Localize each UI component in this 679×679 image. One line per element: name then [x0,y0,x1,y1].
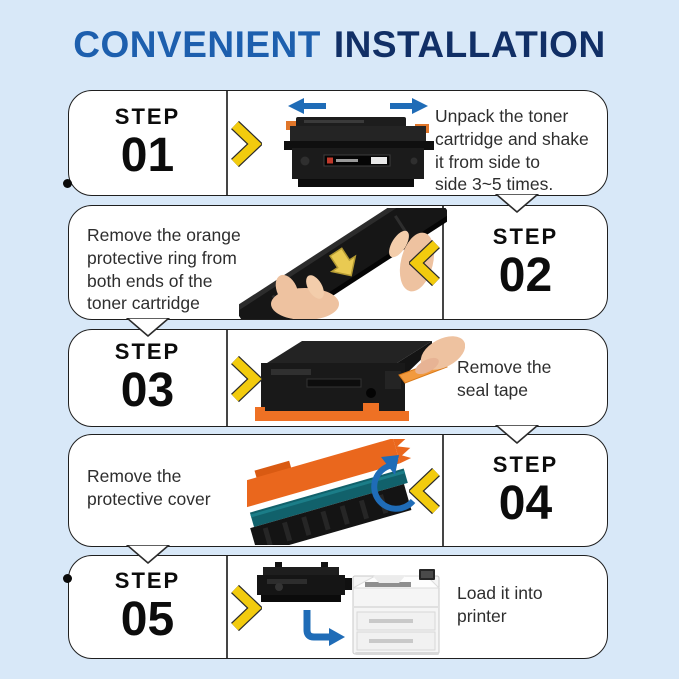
step-label: STEP [114,104,181,129]
step-3-header [69,330,226,426]
step-label: STEP [114,568,181,593]
step-5-header [69,556,226,658]
step-number: 01 [120,129,175,182]
arrow-left-icon [288,98,326,114]
toner-cartridge-shake-illustration [274,95,442,191]
speech-tail [126,545,170,565]
divider-line [442,435,444,546]
pulling-seal-tape-illustration [247,333,465,425]
speech-tail [495,425,539,445]
divider-line [226,91,228,195]
connector-dot [63,179,72,188]
page-title-word-2: INSTALLATION [333,24,606,65]
divider-line [226,330,228,426]
speech-tail [126,318,170,338]
step-2-description: Remove the orange protective ring from both ends of the toner cartridge [87,225,241,314]
step-number: 02 [498,248,553,302]
connector-dot [63,574,72,583]
step-box-3 [68,329,608,427]
step-5-description: Load it into printer [457,583,543,626]
step-box-2 [68,205,608,320]
orange-base [255,411,409,421]
page-title-word-1: CONVENIENT [73,24,321,65]
elbow-arrow-icon [307,610,329,637]
step-4-description: Remove the protective cover [87,466,211,509]
step-4-header [442,435,609,546]
chevron-right-icon [230,355,262,403]
arrow-right-icon [390,98,428,114]
step-1-description: Unpack the toner cartridge and shake it from side to side 3~5 times. [435,106,589,195]
step-1-header [69,91,226,195]
chevron-left-icon [409,239,441,287]
page-title [0,24,679,66]
divider-line [226,556,228,658]
step-number: 03 [120,364,175,417]
step-label: STEP [114,339,181,364]
chevron-left-icon [409,467,441,515]
step-box-4 [68,434,608,547]
step-2-header [442,206,609,319]
cartridge-into-printer-illustration [249,560,445,657]
step-3-description: Remove the seal tape [457,357,552,400]
chevron-right-icon [230,120,262,168]
step-box-1 [68,90,608,196]
step-number: 05 [120,593,175,646]
step-label: STEP [492,451,559,477]
chevron-right-icon [230,584,262,632]
speech-tail [495,194,539,214]
step-box-5 [68,555,608,659]
step-number: 04 [498,476,553,530]
step-label: STEP [492,223,559,249]
